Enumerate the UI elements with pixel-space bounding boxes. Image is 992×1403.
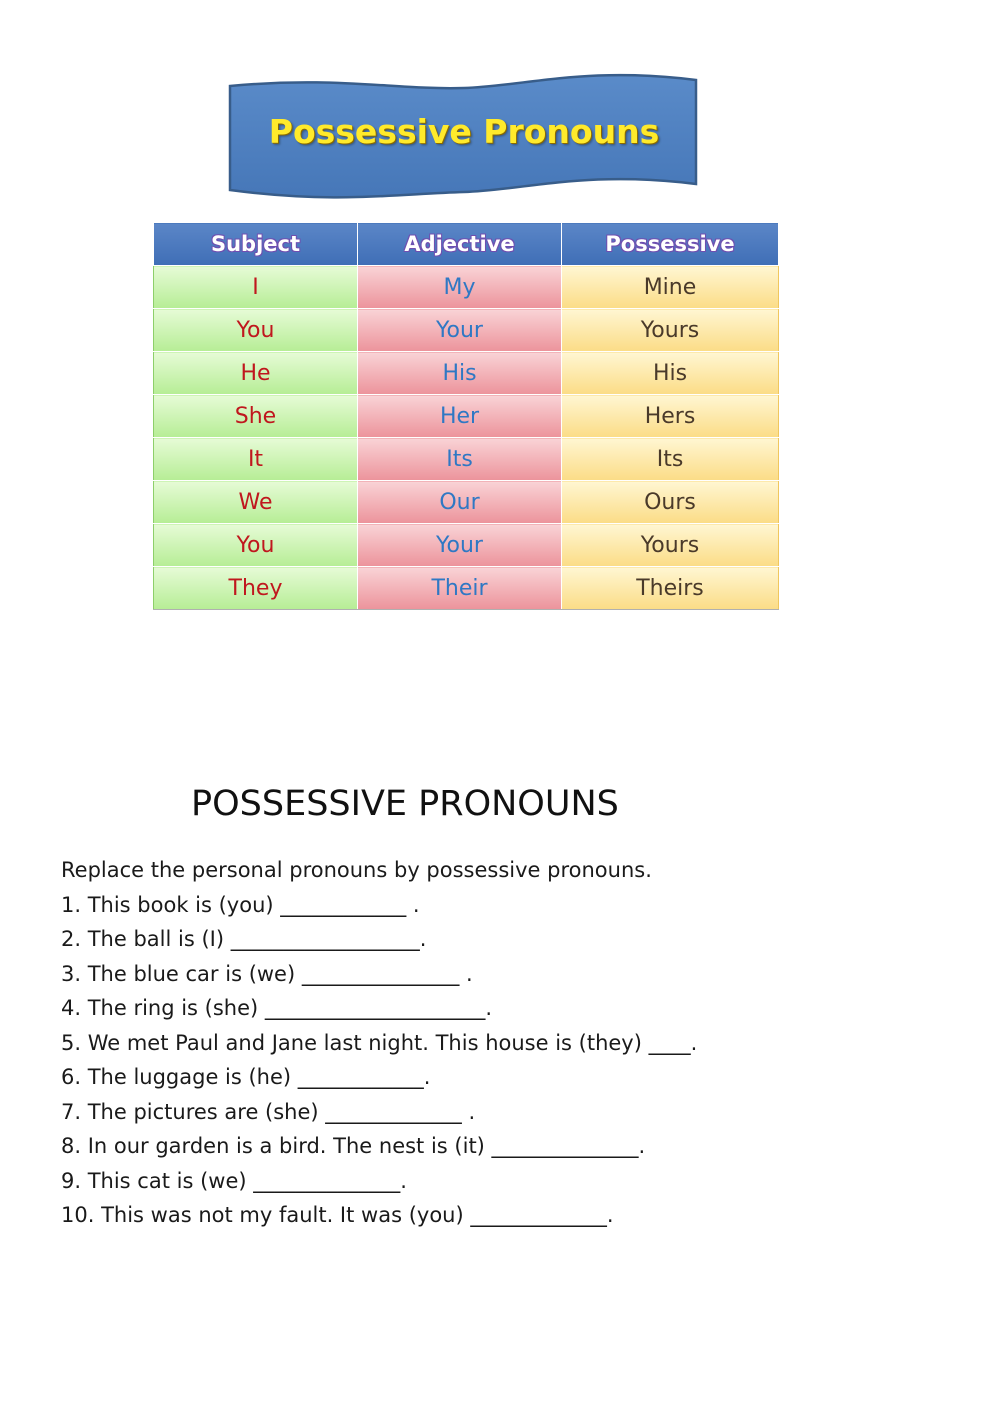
table-row [154,352,779,395]
possessive-cell: Theirs [562,567,779,610]
exercise-title: POSSESSIVE PRONOUNS [191,784,619,824]
adjective-cell: Its [358,438,562,481]
subject-cell: You [154,524,358,567]
pronoun-table [153,222,779,610]
adjective-cell: Our [358,481,562,524]
exercise-item: 4. The ring is (she) _____________________. [61,996,493,1020]
subject-cell: They [154,567,358,610]
table-row [154,309,779,352]
possessive-cell: Hers [562,395,779,438]
exercise-item: 7. The pictures are (she) _____________ . [61,1099,476,1124]
subject-cell: She [154,395,358,438]
adjective-cell: Your [358,524,562,567]
table-row [154,266,779,309]
possessive-cell: His [562,352,779,395]
exercise-instruction: Replace the personal pronouns by possessive pronouns. [61,858,652,882]
adjective-cell: My [358,266,562,309]
adjective-cell: His [358,352,562,395]
possessive-cell: Its [562,438,779,481]
subject-cell: It [154,438,358,481]
table-row [154,438,779,481]
adjective-cell: Your [358,309,562,352]
title-banner [226,68,702,204]
table-row [154,567,779,610]
exercise-item: 10. This was not my fault. It was (you) _____________. [61,1203,614,1227]
table-row [154,524,779,567]
subject-cell: He [154,352,358,395]
header-adjective: Adjective [358,223,562,266]
subject-cell: We [154,481,358,524]
exercise-item: 3. The blue car is (we) _______________ . [61,961,473,986]
adjective-cell: Her [358,395,562,438]
adjective-cell: Their [358,567,562,610]
exercise-item: 1. This book is (you) ____________ . [61,892,420,917]
exercise-item: 5. We met Paul and Jane last night. This house is (they) ____. [61,1030,698,1055]
exercise-item: 9. This cat is (we) ______________. [61,1168,407,1193]
possessive-cell: Ours [562,481,779,524]
header-subject: Subject [154,223,358,266]
banner-title: Possessive Pronouns [268,112,660,151]
subject-cell: You [154,309,358,352]
exercise-item: 8. In our garden is a bird. The nest is (it) ______________. [61,1134,646,1158]
subject-cell: I [154,266,358,309]
header-possessive: Possessive [562,223,779,266]
possessive-cell: Yours [562,524,779,567]
exercise-list [61,855,697,1235]
possessive-cell: Yours [562,309,779,352]
exercise-item: 6. The luggage is (he) ____________. [61,1065,431,1089]
exercise-item: 2. The ball is (I) __________________. [61,927,427,951]
table-row [154,395,779,438]
table-row [154,481,779,524]
table-header-row [154,223,779,266]
possessive-cell: Mine [562,266,779,309]
